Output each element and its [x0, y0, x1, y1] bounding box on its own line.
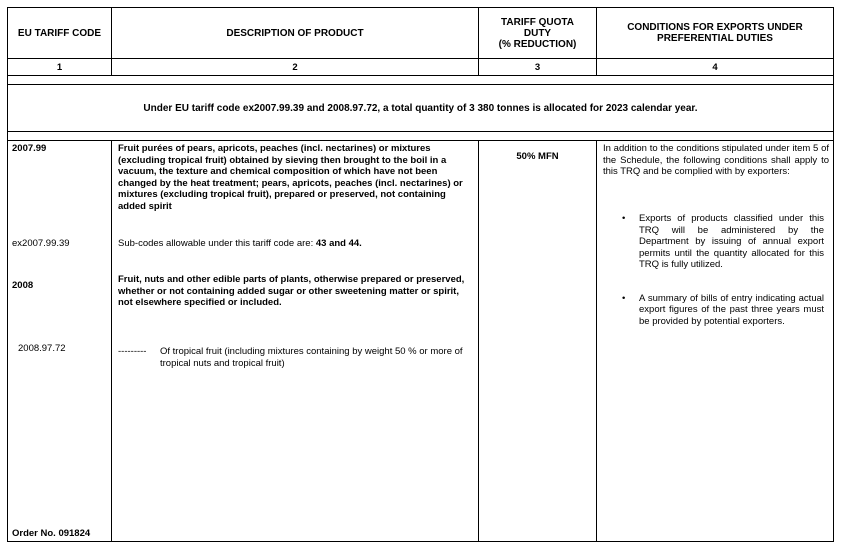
- header-description: DESCRIPTION OF PRODUCT: [112, 8, 479, 59]
- tariff-code: 2008.97.72: [18, 343, 66, 354]
- column-number: 4: [597, 59, 834, 76]
- conditions-cell: [597, 141, 834, 542]
- allocation-notice: Under EU tariff code ex2007.99.39 and 2008.97.72, a total quantity of 3 380 tonnes is allocated for 2023 calendar year.: [8, 85, 834, 132]
- header-row: [8, 8, 834, 59]
- header-tariff-quota-duty: TARIFF QUOTA DUTY (% REDUCTION): [479, 8, 597, 59]
- dash-leader: ---------: [118, 346, 147, 357]
- sub-description: --------- Of tropical fruit (including mixtures containing by weight 50 % or more of tropical nuts and tropical fruit): [118, 346, 463, 369]
- spacer-row: [8, 76, 834, 85]
- bullet-icon: •: [622, 213, 626, 224]
- header-conditions: CONDITIONS FOR EXPORTS UNDER PREFERENTIAL DUTIES: [597, 8, 834, 59]
- list-item: • Exports of products classified under this TRQ will be administered by the Department by issuing of annual export permits until the quantity allocated for this TRQ is fully utilized.: [622, 213, 824, 270]
- codes-cell: [8, 141, 112, 542]
- product-description: Fruit, nuts and other edible parts of plants, otherwise prepared or preserved, whether or not containing added sugar or other sweetening matter or spirit, not elsewhere specified or included.: [118, 274, 465, 308]
- gap-row: [8, 132, 834, 141]
- product-description: Fruit purées of pears, apricots, peaches (incl. nectarines) or mixtures (excluding tropical fruit) obtained by sieving then brought to the boil in a vacuum, the texture and chemical composition of which have not been changed by the heat treatment; pears, apricots, peaches (incl. nectarines) or mixtures (excluding tropical fruit), prepared or preserved, not containing added spirit: [118, 143, 463, 212]
- allocation-notice-row: [8, 85, 834, 132]
- tariff-table: [7, 7, 834, 542]
- duty-value: 50% MFN: [516, 151, 559, 162]
- column-number: 3: [479, 59, 597, 76]
- conditions-intro: In addition to the conditions stipulated under item 5 of the Schedule, the following conditions shall apply to this TRQ and be complied with by exporters:: [603, 143, 829, 177]
- conditions-list: [619, 213, 824, 349]
- column-number: 1: [8, 59, 112, 76]
- order-number: Order No. 091824: [12, 528, 91, 539]
- duty-cell: [479, 141, 597, 542]
- sub-codes-note: Sub-codes allowable under this tariff code are: 43 and 44.: [118, 238, 362, 249]
- column-number-row: [8, 59, 834, 76]
- content-row: [8, 141, 834, 542]
- bullet-icon: •: [622, 292, 626, 304]
- list-item: • A summary of bills of entry indicating actual export figures of the past three years must be provided by potential exporters.: [622, 292, 824, 327]
- tariff-code: 2007.99: [12, 143, 47, 154]
- tariff-code: ex2007.99.39: [12, 238, 70, 249]
- description-cell: [112, 141, 479, 542]
- header-eu-tariff-code: EU TARIFF CODE: [8, 8, 112, 59]
- column-number: 2: [112, 59, 479, 76]
- tariff-code: 2008: [12, 280, 34, 291]
